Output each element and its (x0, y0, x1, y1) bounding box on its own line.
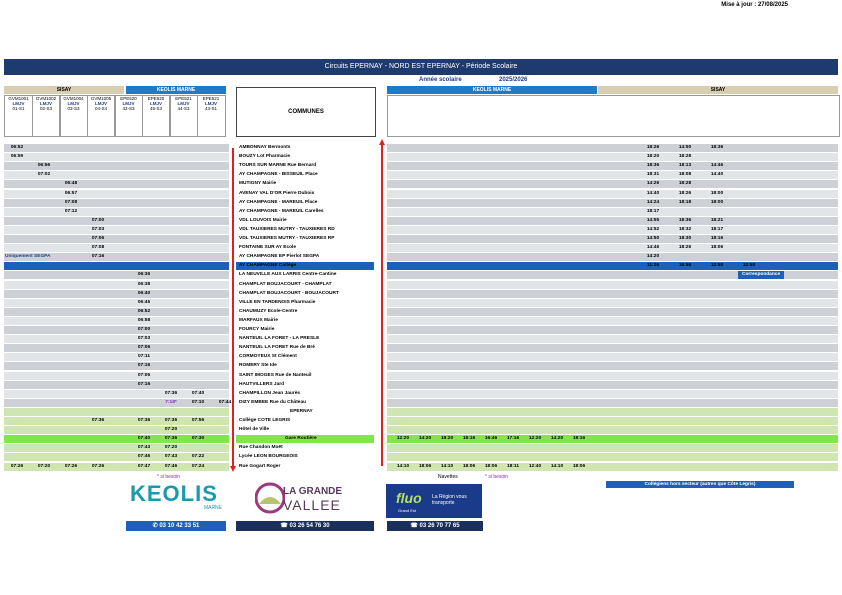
time-cell: 07:06 (137, 345, 151, 351)
time-cell: 07:08 (64, 199, 78, 205)
row-band-left (4, 281, 229, 289)
left-col-header (197, 95, 226, 137)
row-band-left (4, 208, 229, 216)
col-days: LMJV (67, 101, 80, 106)
col-code: GVM1001 (8, 96, 29, 101)
stop-name: ROMERY Ste Ide (239, 363, 277, 369)
col-days: LMJV (149, 101, 162, 106)
row-band-right (387, 199, 838, 207)
stop-name: VDL LOUVOIS Mairie (239, 217, 287, 223)
stop-name: AY CHAMPAGNE Collège (239, 263, 297, 269)
grande-vallee-emblem-icon (255, 480, 285, 516)
stop-name: SAINT IMOGES Rue de Nanteuil (239, 372, 312, 378)
time-cell: 14:52 (646, 226, 660, 232)
left-col-header (4, 95, 33, 137)
school-year-label: Année scolaire (419, 77, 462, 83)
row-band-right (387, 408, 838, 416)
time-cell: 06:56 (37, 163, 51, 169)
time-cell: 14:40 (646, 190, 660, 196)
stop-name: TOURS SUR MARNE Rue Bernard (239, 163, 317, 169)
out-of-sector-note: Collégiens hors secteur (autres que Côte Legris) (606, 481, 794, 488)
stop-name: AY CHAMPAGNE - MAREUIL Carelles (239, 208, 324, 214)
time-cell: 07:16 (91, 254, 105, 260)
col-code: GVM1002 (35, 96, 57, 101)
row-band-right (387, 281, 838, 289)
time-cell: 12:50 (710, 263, 724, 269)
left-sisay-group: SISAY (4, 86, 124, 94)
time-cell: 18:36 (678, 217, 692, 223)
segpa-note: Uniquement SEGPA (5, 254, 51, 260)
stop-name: Hôtel de Ville (239, 427, 270, 433)
row-band-right (387, 381, 838, 389)
row-band-right (387, 226, 838, 234)
left-column-headers (4, 95, 226, 135)
time-cell: 07:30 (191, 436, 205, 442)
stop-name: DIZY EMBEE Rue du Château (239, 399, 307, 405)
row-band-right (387, 162, 838, 170)
stop-name: AVENAY VAL D'OR Pierre Dubois (239, 190, 315, 196)
time-cell: 07:20 (164, 445, 178, 451)
stop-name: Collège COTE LEGRIS (239, 418, 291, 423)
time-cell: 14:10 (550, 463, 564, 469)
row-band-left (4, 144, 229, 152)
stop-name: AY CHAMPAGNE EP Pierlot SEGPA (239, 254, 320, 260)
row-band-right (387, 190, 838, 198)
left-col-header (59, 95, 88, 137)
row-band-right (387, 317, 838, 325)
left-keolis-group: KEOLIS MARNE (126, 86, 226, 94)
time-cell: 12:40 (528, 463, 542, 469)
time-cell: 16:56 (678, 263, 692, 269)
time-cell: 06:36 (137, 272, 151, 278)
time-cell: 06:59 (10, 154, 24, 160)
row-band-left (4, 308, 229, 316)
time-cell: 18:31 (646, 172, 660, 178)
col-days: LMJV (122, 101, 135, 106)
time-cell: 18:36 (646, 163, 660, 169)
time-cell: 18:28 (678, 154, 692, 160)
time-cell: 18:16 (710, 236, 724, 241)
time-cell: 07:44 (218, 399, 232, 405)
row-band-left (4, 199, 229, 207)
time-cell: 07:46 (164, 463, 178, 469)
right-keolis-group: KEOLIS MARNE (387, 86, 597, 94)
col-days: LMJV (177, 101, 190, 106)
keolis-phone: ✆ 03 10 42 33 51 (126, 521, 226, 531)
time-cell: 18:18 (678, 199, 692, 205)
row-band-left (4, 262, 229, 270)
time-cell: 17:16 (506, 436, 520, 442)
time-cell: 18:32 (678, 226, 692, 232)
time-cell: 07:16 (137, 381, 151, 387)
fluo-logo: fluo La Région vous transporte Grand Est (386, 484, 482, 518)
update-date: Mise à jour : 27/08/2025 (721, 2, 788, 8)
stop-name: FONTAINE SUR AY Ecole (239, 245, 297, 251)
time-cell: 18:17 (646, 208, 660, 214)
row-band-left (4, 408, 229, 416)
time-cell: 18:00 (710, 199, 724, 205)
time-cell: 12:20 (396, 436, 410, 442)
arrow-down-icon (230, 466, 236, 472)
row-band-left (4, 226, 229, 234)
time-cell: 06:58 (137, 317, 151, 323)
direction-line-left (232, 148, 234, 468)
row-band-right (387, 217, 838, 225)
time-cell: 12:20 (528, 436, 542, 442)
row-band-right (387, 390, 838, 398)
row-band-right (387, 299, 838, 307)
time-cell: 07:26 (91, 463, 105, 469)
col-days: LMJV (39, 101, 52, 106)
stop-name: HAUTVILLERS Jard (239, 381, 285, 387)
stop-name: CHAMPLAT BOUJACOURT - CHAMPLAT (239, 281, 332, 287)
besoin-note-right: * si besoin (485, 474, 509, 480)
keolis-logo: KEOLIS MARNE (130, 481, 222, 511)
correspondance-label: Correspondance (738, 271, 784, 279)
time-cell: 07:36 (91, 418, 105, 423)
row-band-left (4, 353, 229, 361)
row-band-left (4, 244, 229, 252)
row-band-right (387, 399, 838, 407)
row-band-left (4, 335, 229, 343)
stop-name: MUTIGNY Mairie (239, 181, 277, 187)
row-band-left (4, 190, 229, 198)
row-band-right (387, 453, 838, 461)
row-band-right (387, 444, 838, 452)
time-cell: 14:40 (710, 172, 724, 178)
stop-name: AY CHAMPAGNE - MAREUIL Place (239, 199, 318, 205)
stop-name: AY CHAMPAGNE - BISSEUIL Place (239, 172, 318, 178)
col-num: 44-S3 (177, 106, 190, 111)
stop-name: VDL TAUXIERES MUTRY - TAUXIERES RD (239, 226, 335, 232)
row-band-right (387, 235, 838, 243)
time-cell: 07:12 (64, 208, 78, 214)
col-days: LMJV (94, 101, 107, 106)
stop-name: EPERNAY (290, 408, 313, 414)
row-band-right (387, 372, 838, 380)
time-cell: 07:03 (137, 336, 151, 342)
time-cell: 18:26 (678, 190, 692, 196)
row-band-left (4, 153, 229, 161)
stop-name: CHAMPLAT BOUJACOURT - BOUJACOURT (239, 290, 339, 296)
row-band-right (387, 153, 838, 161)
col-num: 02-S3 (39, 106, 52, 111)
time-cell: 18:08 (678, 172, 692, 178)
time-cell: 07:20 (37, 463, 51, 469)
time-cell: 07:03 (91, 226, 105, 232)
time-cell: 14:46 (710, 163, 724, 169)
time-cell: 18:06 (484, 463, 498, 469)
time-cell: 07:00 (137, 327, 151, 332)
row-band-right (387, 208, 838, 216)
time-cell: 14:20 (418, 436, 432, 442)
time-cell: 18:11 (506, 463, 519, 469)
stop-name: VILLE EN TARDENOIS Pharmacie (239, 299, 316, 305)
time-cell: 06:45 (137, 299, 151, 305)
row-band-right (387, 344, 838, 352)
col-num: 03-S3 (67, 106, 80, 111)
row-band-left (4, 317, 229, 325)
time-cell: 07:00 (91, 217, 105, 223)
stop-name: LA NEUVILLE AUX LARRIS Centre-Cantine (239, 272, 337, 278)
time-cell: 06:48 (64, 181, 78, 187)
school-year-value: 2025/2026 (499, 77, 528, 83)
time-cell: 14:24 (646, 199, 660, 205)
direction-line-right (381, 144, 383, 466)
left-col-header (114, 95, 143, 137)
left-col-header (142, 95, 171, 137)
banner-title: Circuits EPERNAY - NORD EST EPERNAY - Période Scolaire (4, 59, 838, 75)
navettes-note: Navettes (438, 474, 458, 480)
time-cell: 18:16 (572, 436, 586, 442)
time-cell: 18:06 (462, 463, 476, 469)
time-cell: 07:02 (37, 172, 51, 178)
col-days: LMJV (12, 101, 25, 106)
col-num: 42-S3 (122, 106, 135, 111)
row-band-left (4, 444, 229, 452)
time-cell: 16:46 (484, 436, 498, 442)
left-col-header (87, 95, 116, 137)
time-cell: 07:08 (91, 245, 105, 251)
row-band-right (387, 335, 838, 343)
time-cell: 06:57 (64, 190, 78, 196)
stop-name: AMBONNAY Bermonts (239, 145, 291, 150)
time-cell: 18:06 (418, 463, 432, 469)
stop-name: VDL TAUXIERES MUTRY - TAUXIERES RP (239, 236, 335, 241)
time-cell: 14:20 (550, 436, 564, 442)
col-code: EPE520 (147, 96, 165, 101)
time-cell: 18:26 (678, 245, 692, 251)
time-cell: 14:20 (646, 254, 660, 260)
row-band-right (387, 262, 838, 270)
communes-header: COMMUNES (236, 87, 376, 137)
time-cell: 18:36 (710, 145, 724, 150)
time-cell: 14:10 (396, 463, 410, 469)
time-cell: 18:06 (572, 463, 586, 469)
time-cell: 18:20 (440, 436, 454, 442)
time-cell: 14:46 (646, 245, 660, 251)
row-band-right (387, 144, 838, 152)
stop-name: Rue Chandon Moët (239, 445, 283, 451)
time-cell: 18:06 (710, 245, 724, 251)
row-band-right (387, 290, 838, 298)
time-cell: 07:56 (191, 418, 205, 423)
time-cell: 06:52 (137, 308, 151, 314)
time-cell: 07:06 (137, 372, 151, 378)
time-cell: 11:26 (646, 263, 659, 269)
time-cell: 18:16 (462, 436, 476, 442)
row-band-right (387, 353, 838, 361)
row-band-right (387, 326, 838, 334)
fluo-phone: ☎ 03 26 70 77 65 (387, 521, 483, 531)
right-column-headers (387, 95, 840, 137)
row-band-left (4, 362, 229, 370)
row-band-right (387, 308, 838, 316)
time-cell: 07:40 (137, 436, 151, 442)
row-band-left (4, 217, 229, 225)
time-cell: 07:43 (137, 445, 151, 451)
time-cell: 07:16 (137, 363, 151, 369)
time-cell: 07:46 (137, 454, 151, 460)
time-cell: 06:52 (10, 145, 24, 150)
right-sisay-group: SISAY (598, 86, 838, 94)
arrow-up-icon (379, 139, 385, 145)
besoin-note: * si besoin (157, 474, 181, 480)
time-cell: 18:30 (678, 236, 692, 241)
row-band-right (387, 426, 838, 434)
col-code: EPE520 (120, 96, 137, 101)
grande-vallee-logo: LA GRANDE VALLEE (255, 480, 355, 518)
time-cell: 07:24 (191, 463, 205, 469)
col-num: 43-S1 (204, 106, 217, 111)
time-cell: 07:36 (137, 418, 151, 423)
time-cell: 18:28 (678, 181, 692, 187)
time-cell: 7:18* (165, 399, 177, 405)
col-num: 04-S4 (94, 106, 107, 111)
stop-name: Lycée LEON BOURGEOIS (239, 454, 298, 460)
time-cell: 12:50 (742, 263, 756, 269)
stop-name: NANTEUIL LA FORET Rue de Bré (239, 345, 315, 351)
time-cell: 06:40 (137, 290, 151, 296)
row-band-left (4, 271, 229, 279)
time-cell: 07:36 (164, 390, 178, 396)
row-band-left (4, 290, 229, 298)
left-col-header (32, 95, 61, 137)
stop-name: BOUZY Lot Pharmacie (239, 154, 291, 160)
time-cell: 14:55 (646, 217, 660, 223)
row-band-left (4, 299, 229, 307)
time-cell: 07:47 (137, 463, 151, 469)
time-cell: 07:06 (91, 236, 105, 241)
left-col-header (169, 95, 198, 137)
row-band-right (387, 362, 838, 370)
col-code: GVM1005 (90, 96, 112, 101)
time-cell: 07:22 (191, 454, 205, 460)
row-band-left (4, 344, 229, 352)
stop-name: NANTEUIL LA FORET - LA PRESLE (239, 336, 320, 342)
time-cell: 07:36 (164, 418, 178, 423)
time-cell: 18:20 (646, 154, 660, 160)
row-band-right (387, 417, 838, 425)
row-band-left (4, 235, 229, 243)
time-cell: 18:13 (678, 163, 692, 169)
row-band-right (387, 180, 838, 188)
col-num: 01-S1 (12, 106, 25, 111)
row-band-right (387, 253, 838, 261)
time-cell: 18:17 (710, 226, 724, 232)
time-cell: 07:26 (10, 463, 24, 469)
stop-name: Rue Gogart Roger (239, 463, 281, 469)
time-cell: 07:43 (164, 454, 178, 460)
row-band-left (4, 381, 229, 389)
time-cell: 14:50 (678, 145, 692, 150)
row-band-left (4, 326, 229, 334)
time-cell: 18:00 (710, 190, 724, 196)
stop-name: CHAUMUZY Ecole-Centre (239, 308, 298, 314)
time-cell: 14:50 (646, 236, 660, 241)
stop-name: CORMOYEUX St Clément (239, 354, 297, 360)
row-band-left (4, 180, 229, 188)
time-cell: 07:20 (164, 427, 178, 433)
row-band-right (387, 244, 838, 252)
col-code: EPE521 (175, 96, 192, 101)
time-cell: 07:10 (191, 399, 205, 405)
col-code: EPE521 (202, 96, 220, 101)
row-band-right (387, 171, 838, 179)
time-cell: 14:10 (440, 463, 454, 469)
time-cell: 14:26 (646, 181, 660, 187)
row-band-left (4, 372, 229, 380)
stop-name: FOURCY Mairie (239, 327, 275, 332)
row-band-left (4, 426, 229, 434)
time-cell: 06:38 (137, 281, 151, 287)
grande-vallee-phone: ☎ 03 26 54 76 30 (236, 521, 374, 531)
col-num: 45-S3 (149, 106, 162, 111)
stop-name: CHAMPILLON Jean Jaurès (239, 390, 301, 396)
col-code: GVM1004 (63, 96, 84, 101)
stop-name: Gare Routière (285, 436, 317, 442)
time-cell: 07:36 (164, 436, 178, 442)
col-days: LMJV (204, 101, 217, 106)
time-cell: 18:21 (710, 217, 724, 223)
time-cell: 07:40 (191, 390, 205, 396)
time-cell: 07:26 (64, 463, 78, 469)
stop-name: MARFAUX Mairie (239, 317, 278, 323)
time-cell: 07:11 (137, 354, 150, 360)
time-cell: 18:26 (646, 145, 660, 150)
